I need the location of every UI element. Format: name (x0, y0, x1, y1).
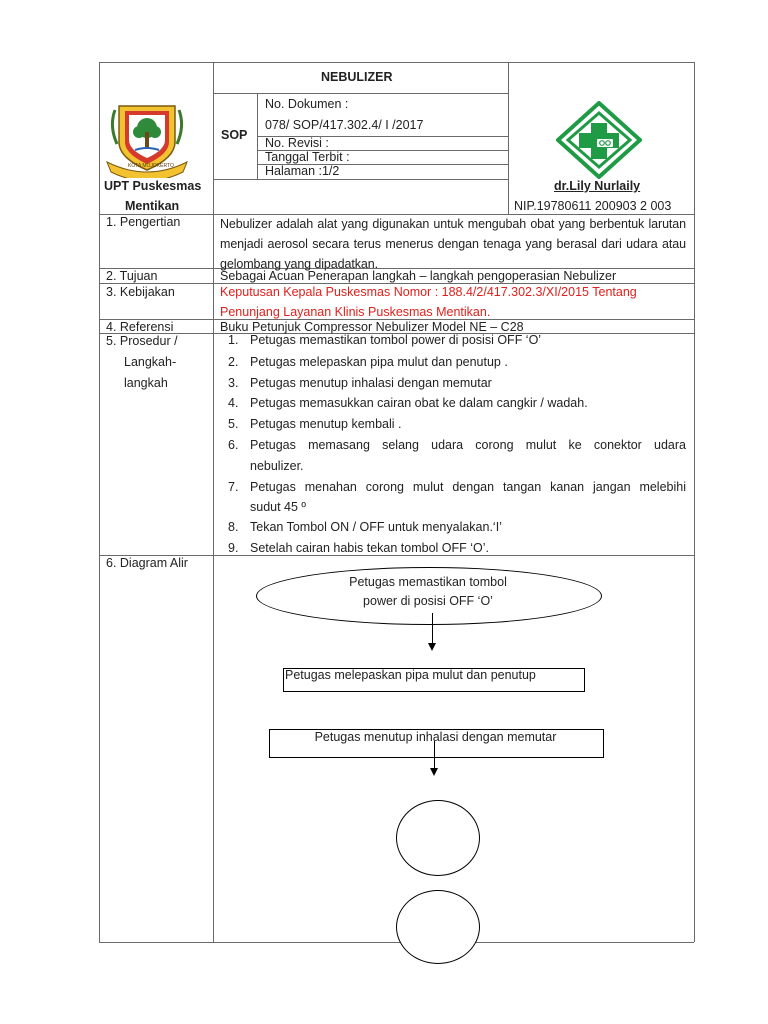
step-text: Petugas memastikan tombol power di posisi OFF ‘O’ (250, 333, 542, 347)
step-text: Setelah cairan habis tekan tombol OFF ‘O’. (250, 541, 490, 555)
sop-block-bottom (213, 179, 508, 180)
doc-number-label: No. Dokumen : (265, 97, 349, 111)
step-number: 1. (228, 333, 239, 347)
revision-field: No. Revisi : (265, 136, 329, 150)
step-text-continued: nebulizer. (250, 459, 304, 473)
sop-label: SOP (221, 128, 248, 142)
flow-box-2-text: Petugas menutup inhalasi dengan memutar (314, 730, 557, 744)
step-text-continued: sudut 45 º (250, 500, 306, 514)
document-title: NEBULIZER (321, 70, 393, 84)
org-name-line2: Mentikan (125, 199, 180, 213)
table-top-border (99, 62, 694, 63)
signatory-nip: NIP.19780611 200903 2 003 (514, 199, 672, 213)
step-text: Petugas memasang selang udara corong mulut ke conektor udara (250, 438, 686, 452)
flow-circle-2 (396, 890, 480, 964)
step-number: 7. (228, 480, 239, 494)
flow-start-text-line1: Petugas memastikan tombol (349, 575, 507, 589)
step-number: 4. (228, 396, 239, 410)
referensi-text: Buku Petunjuk Compressor Nebulizer Model NE – C28 (220, 320, 524, 334)
referensi-label: 4. Referensi (106, 320, 174, 334)
table-left-border (99, 62, 100, 942)
tujuan-text: Sebagai Acuan Penerapan langkah – langkah pengoperasian Nebulizer (220, 269, 617, 283)
flow-arrow-1 (432, 613, 433, 649)
page-field: Halaman :1/2 (265, 164, 340, 178)
step-text: Petugas menutup inhalasi dengan memutar (250, 376, 492, 390)
flow-start-text-line2: power di posisi OFF ‘O’ (363, 594, 493, 608)
doc-number-value: 078/ SOP/417.302.4/ I /2017 (265, 118, 424, 132)
step-text: Petugas melepaskan pipa mulut dan penutup . (250, 355, 508, 369)
pengertian-text: Nebulizer adalah alat yang digunakan untuk mengubah obat yang berbentuk larutan menjadi aerosol secara terus menerus dengan tenaga yang berasal dari udara atau gelombang yang dipadatkan. (220, 217, 686, 271)
prosedur-label-line2: Langkah- (124, 355, 177, 369)
step-text: Petugas menutup kembali . (250, 417, 402, 431)
issue-date-field: Tanggal Terbit : (265, 150, 350, 164)
table-right-border (694, 62, 695, 942)
emblem-ribbon-text: KOTA MOJOKERTO (128, 163, 174, 169)
pengertian-label: 1. Pengertian (106, 215, 181, 229)
step-text: Tekan Tombol ON / OFF untuk menyalakan.‘I’ (250, 520, 502, 534)
step-number: 8. (228, 520, 239, 534)
signatory-name: dr.Lily Nurlaily (554, 179, 641, 193)
diagram-label: 6. Diagram Alir (106, 556, 188, 570)
tujuan-label: 2. Tujuan (106, 269, 158, 283)
column-divider (213, 62, 214, 942)
header-right-divider (508, 62, 509, 214)
table-bottom-border (99, 942, 694, 943)
prosedur-label-line3: langkah (124, 376, 168, 390)
step-text: Petugas memasukkan cairan obat ke dalam cangkir / wadah. (250, 396, 588, 410)
flow-arrow-2 (434, 741, 435, 774)
step-number: 5. (228, 417, 239, 431)
kebijakan-text-line2: Penunjang Layanan Klinis Puskesmas Mentikan. (220, 305, 491, 319)
step-number: 9. (228, 541, 239, 555)
step-number: 2. (228, 355, 239, 369)
step-number: 3. (228, 376, 239, 390)
flow-box-1-text: Petugas melepaskan pipa mulut dan penutup (285, 668, 536, 682)
org-name-line1: UPT Puskesmas (104, 179, 202, 193)
kebijakan-text-line1: Keputusan Kepala Puskesmas Nomor : 188.4/2/417.302.3/XI/2015 Tentang (220, 285, 637, 299)
flow-circle-1 (396, 800, 480, 876)
step-number: 6. (228, 438, 239, 452)
kebijakan-label: 3. Kebijakan (106, 285, 175, 299)
prosedur-label-line1: 5. Prosedur / (106, 334, 178, 348)
puskesmas-logo (556, 101, 642, 179)
step-text: Petugas menahan corong mulut dengan tangan kanan jangan melebihi (250, 480, 686, 494)
